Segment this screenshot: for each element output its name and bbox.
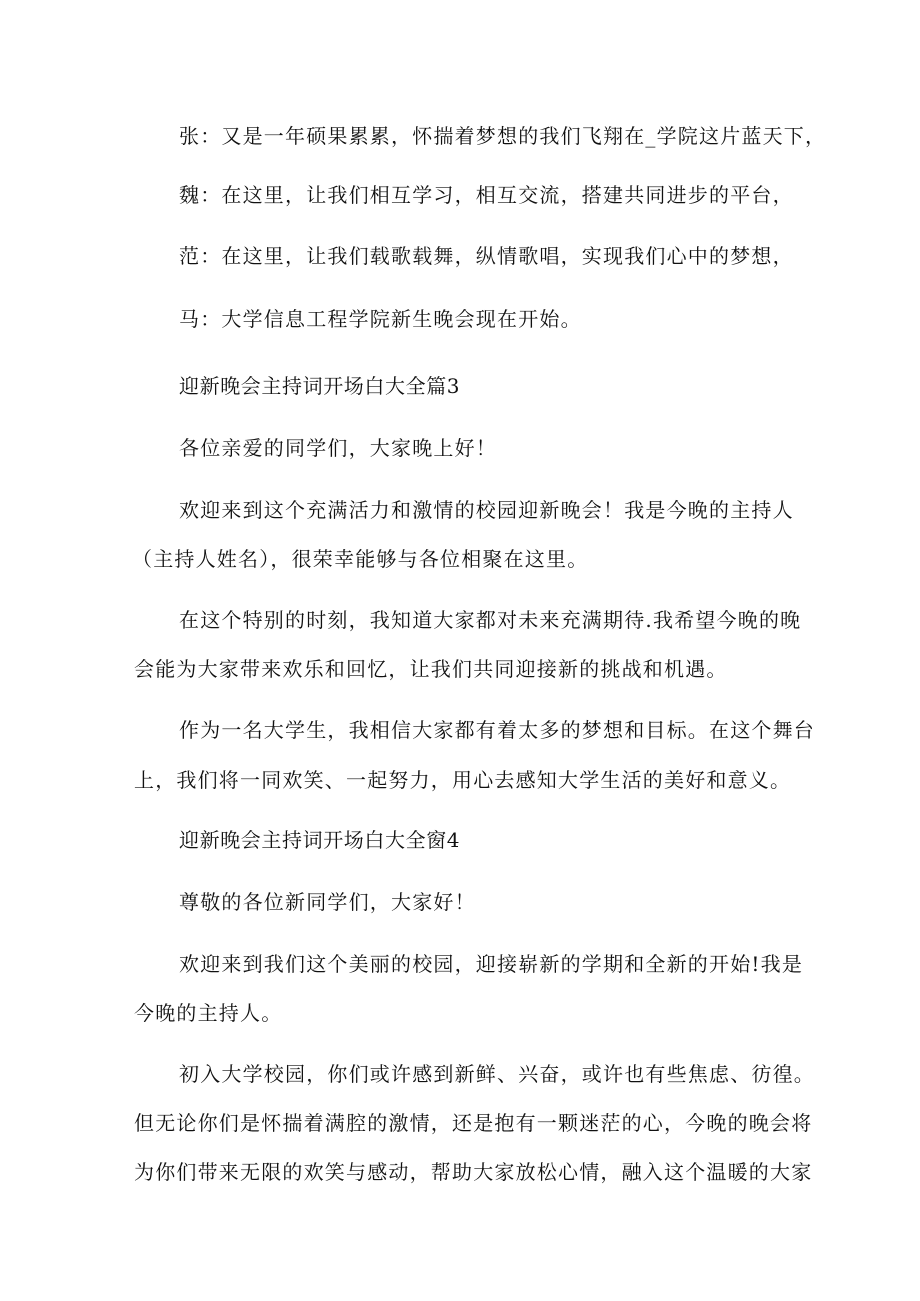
paragraph-line: （主持人姓名），很荣幸能够与各位相聚在这里。 xyxy=(132,547,589,571)
paragraph-line: 欢迎来到这个充满活力和激情的校园迎新晚会！我是今晚的主持人 xyxy=(179,498,794,522)
paragraph-line: 初入大学校园，你们或许感到新鲜、兴奋，或许也有些焦虑、彷徨。 xyxy=(179,1062,815,1086)
dialogue-line-fan: 范：在这里，让我们载歌载舞，纵情歌唱，实现我们心中的梦想， xyxy=(179,244,794,268)
paragraph-line: 今晚的主持人。 xyxy=(134,1001,283,1025)
paragraph-line: 各位亲爱的同学们，大家晚上好！ xyxy=(179,436,497,460)
paragraph-line: 在这个特别的时刻，我知道大家都对未来充满期待.我希望今晚的晚 xyxy=(179,608,802,632)
paragraph-line: 尊敬的各位新同学们，大家好！ xyxy=(179,890,476,914)
section-heading: 迎新晚会主持词开场白大全篇3 xyxy=(179,374,461,398)
dialogue-line-zhang: 张：又是一年硕果累累，怀揣着梦想的我们飞翔在_学院这片蓝天下， xyxy=(179,124,827,148)
paragraph-line: 作为一名大学生，我相信大家都有着太多的梦想和目标。在这个舞台 xyxy=(179,718,815,742)
paragraph-line: 为你们带来无限的欢笑与感动，帮助大家放松心情，融入这个温暖的大家 xyxy=(134,1160,813,1184)
paragraph-line: 上，我们将一同欢笑、一起努力，用心去感知大学生活的美好和意义。 xyxy=(134,768,792,792)
paragraph-line: 欢迎来到我们这个美丽的校园，迎接崭新的学期和全新的开始!我是 xyxy=(179,952,804,976)
dialogue-line-wei: 魏：在这里，让我们相互学习，相互交流，搭建共同进步的平台， xyxy=(179,183,794,207)
dialogue-line-ma: 马：大学信息工程学院新生晚会现在开始。 xyxy=(179,307,582,331)
paragraph-line: 但无论你们是怀揣着满腔的激情，还是抱有一颗迷茫的心，今晚的晚会将 xyxy=(134,1111,813,1135)
paragraph-line: 会能为大家带来欢乐和回忆，让我们共同迎接新的挑战和机遇。 xyxy=(134,657,728,681)
section-heading: 迎新晚会主持词开场白大全窗4 xyxy=(179,828,461,852)
